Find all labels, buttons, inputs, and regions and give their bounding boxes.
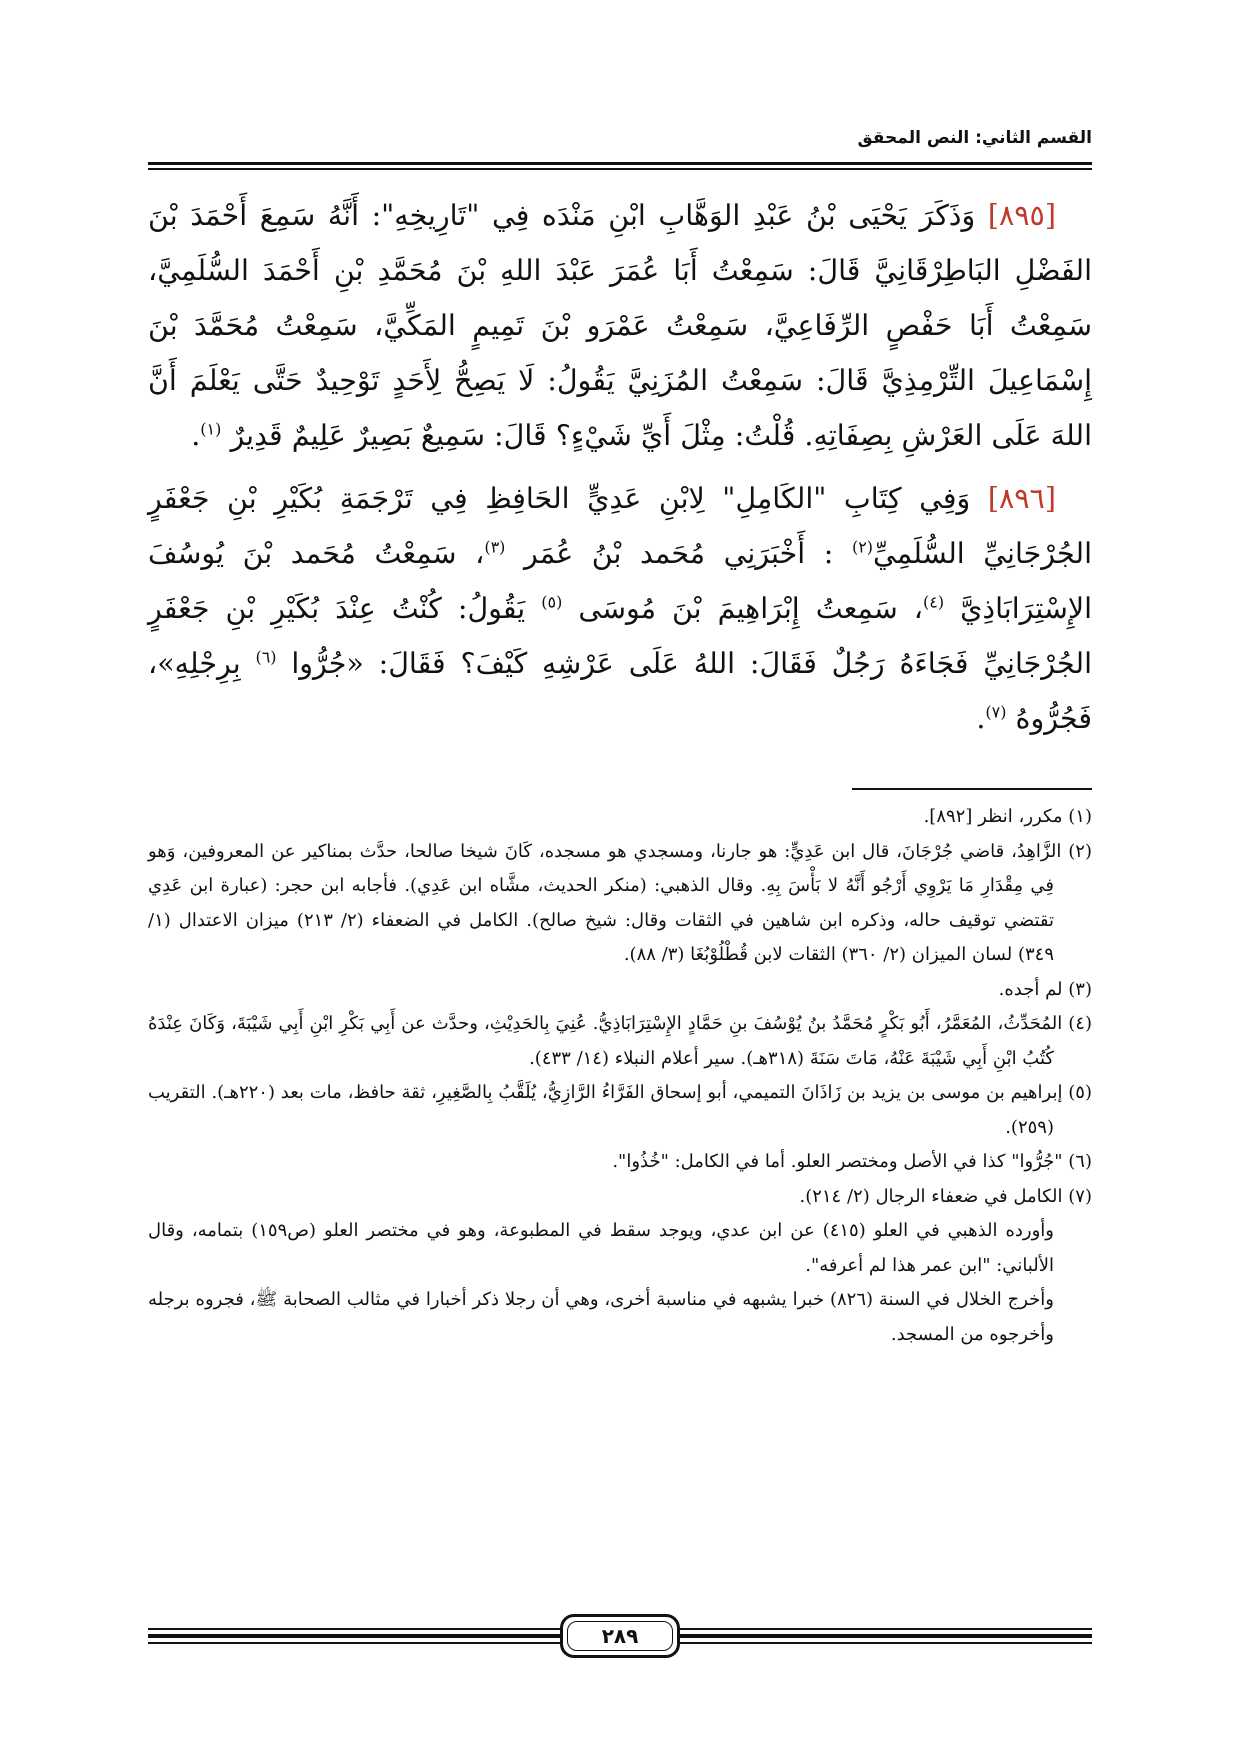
footnote-continuation: وأورده الذهبي في العلو (٤١٥) عن ابن عدي، ويوجد سقط في المطبوعة، وهو في مختصر العلو (ص١٥٩) بتمامه، وقال الألباني: "ابن عمر هذا لم أعرفه".: [148, 1220, 1054, 1276]
footnote-number: (٤): [1068, 1013, 1092, 1034]
footnote-number: (٧): [1068, 1185, 1092, 1207]
footnote-text: مكرر، انظر [٨٩٢].: [923, 806, 1069, 827]
footnote-1: [148, 800, 1092, 835]
footnote-number: (٥): [1068, 1082, 1092, 1103]
paragraph-end: .: [976, 702, 986, 735]
paragraph-text: بِرِجْلِهِ»، فَجُرُّوهُ: [148, 647, 1092, 735]
footnote-number: (٢): [1068, 840, 1092, 862]
paragraph-text: ، سَمِعتُ إِبْرَاهِيمَ بْنَ مُوسَى: [578, 592, 923, 625]
footer-rule: [148, 1642, 560, 1644]
header-rule-thin: [148, 168, 1092, 170]
footnote-3: [148, 973, 1092, 1008]
footnote-ref[interactable]: (٧): [985, 702, 1007, 722]
footer-rule: [148, 1634, 560, 1638]
footer-rule: [148, 1628, 560, 1630]
footnote-ref[interactable]: (١): [200, 419, 222, 439]
paragraph-text: وَذَكَرَ يَحْيَى بْنُ عَبْدِ الوَهَّابِ ابْنِ مَنْدَه فِي "تَارِيخِهِ": أَنَّهُ سَمِعَ أَحْمَدَ بْنَ الفَضْلِ البَاطِرْقَانِيَّ قَالَ: سَمِعْتُ أَبَا عُمَرَ عَبْدَ اللهِ بْنَ مُحَمَّدِ بْنِ أَحْمَدَ السُّلَمِيَّ، سَمِعْتُ أَبَا حَفْصٍ الرِّفَاعِيَّ، سَمِعْتُ عَمْرَو بْنَ تَمِيمٍ المَكِّيَّ، سَمِعْتُ مُحَمَّدَ بْنَ إِسْمَاعِيلَ التِّرْمِذِيَّ قَالَ: سَمِعْتُ المُزَنِيَّ يَقُولُ: لَا يَصِحُّ لِأَحَدٍ تَوْحِيدٌ حَتَّى يَعْلَمَ أَنَّ اللهَ عَلَى العَرْشِ بِصِفَاتِهِ. قُلْتُ: مِثْلَ أَيِّ شَيْءٍ؟ قَالَ: سَمِيعٌ بَصِيرٌ عَلِيمٌ قَدِيرٌ: [148, 199, 1092, 452]
running-header: القسم الثاني: النص المحقق: [857, 128, 1092, 148]
footnotes: [148, 800, 1092, 1352]
footnote-text: إبراهيم بن موسى بن يزيد بن زَاذَانَ التميمي، أبو إسحاق الفَرَّاءُ الرَّازِيُّ، يُلَقَّبُ بِالصَّغِيرِ، ثقة حافظ، مات بعد (٢٢٠هـ). التقريب (٢٥٩).: [148, 1082, 1069, 1138]
footnote-ref[interactable]: (٤): [923, 592, 945, 612]
footnote-number: (٦): [1068, 1151, 1092, 1172]
footnote-text: المُحَدِّثُ، المُعَمَّرُ، أَبُو بَكْرٍ مُحَمَّدُ بنُ يُوْسُفَ بنِ حَمَّادٍ الإِسْتِرَابَاذِيُّ. عُنِيَ بِالحَدِيْثِ، وحدَّث عن أَبِي بَكْرِ ابْنِ أَبِي شَيْبَةَ، وَكَانَ عِنْدَهُ كُتُبُ ابْنِ أَبِي شَيْبَةَ عَنْهُ، مَاتَ سَنَةَ (٣١٨هـ). سير أعلام النبلاء (١٤/ ٤٣٣).: [148, 1013, 1069, 1069]
footnote-2: [148, 835, 1092, 973]
paragraph-text: وَفِي كِتَابِ "الكَامِلِ" لِابْنِ عَدِيٍّ الحَافِظِ فِي تَرْجَمَةِ بُكَيْرِ بْنِ جَعْفَرٍ الجُرْجَانِيِّ السُّلَمِيِّ: [148, 482, 1093, 570]
footnote-text: الزَّاهِدُ، قاضي جُرْجَانَ، قال ابن عَدِيٍّ: هو جارنا، ومسجدي هو مسجده، كَانَ شيخا صالحا، حدَّث بمناكير عن المعروفين، وَهو فِي مِقْدَارِ مَا يَرْوِي أَرْجُو أَنَّهُ لا بَأْسَ بِهِ. وقال الذهبي: (منكر الحديث، مشَّاه ابن عَدِي). فأجابه ابن حجر: (عبارة ابن عَدِي تقتضي توقيف حاله، وذكره ابن شاهين في الثقات وقال: شيخ صالح). الكامل في الضعفاء (٢/ ٢١٣) ميزان الاعتدال (١/ ٣٤٩) لسان الميزان (٢/ ٣٦٠) الثقات لابن قُطْلُوْبُغَا (٣/ ٨٨).: [148, 840, 1069, 965]
paragraph-896: [148, 471, 1092, 746]
footnote-text: "جُرُّوا" كذا في الأصل ومختصر العلو. أما في الكامل: "خُذُوا".: [612, 1151, 1069, 1172]
paragraph-text: : أَخْبَرَنِي مُحَمد بْنُ عُمَر: [524, 537, 852, 570]
paragraph-895: [148, 188, 1092, 463]
footnote-6: [148, 1145, 1092, 1180]
paragraph-text: ، سَمِعْتُ مُحَمد بْنَ يُوسُفَ الإِسْتِرَابَاذِيَّ: [148, 537, 1093, 625]
footnote-divider: [852, 788, 1092, 790]
footnote-ref[interactable]: (٦): [255, 647, 277, 667]
footnote-ref[interactable]: (٢): [851, 537, 874, 557]
header-rule-thick: [148, 162, 1092, 165]
page-number-frame: [560, 1614, 680, 1658]
footnote-7: [148, 1180, 1092, 1215]
page-number: ٢٨٩: [567, 1621, 673, 1651]
footer-rule: [680, 1642, 1092, 1644]
paragraph-end: .: [191, 419, 201, 452]
footnote-continuation: وأخرج الخلال في السنة (٨٢٦) خبرا يشبهه في مناسبة أخرى، وهي أن رجلا ذكر أخبارا في مثالب الصحابة ﷺ، فجروه برجله وأخرجوه من المسجد.: [148, 1289, 1055, 1345]
footnote-ref[interactable]: (٥): [541, 592, 563, 612]
footer-rule: [680, 1628, 1092, 1630]
footnote-ref[interactable]: (٣): [484, 537, 506, 557]
paragraph-number: [٨٩٥]: [987, 199, 1056, 232]
footnote-number: (١): [1068, 806, 1092, 827]
footer-rule: [680, 1634, 1092, 1638]
main-text: [148, 188, 1092, 754]
footnote-4: [148, 1007, 1092, 1076]
paragraph-number: [٨٩٦]: [987, 482, 1056, 515]
footnote-text: الكامل في ضعفاء الرجال (٢/ ٢١٤).: [799, 1185, 1069, 1207]
footnote-text: لم أجده.: [998, 978, 1069, 1000]
paragraph-text: يَقُولُ: كُنْتُ عِنْدَ بُكَيْرِ بْنِ جَعْفَرٍ الجُرْجَانِيِّ فَجَاءَهُ رَجُلٌ فَقَالَ: اللهُ عَلَى عَرْشِهِ كَيْفَ؟ فَقَالَ: «جُرُّوا: [148, 592, 1093, 680]
footnote-5: [148, 1076, 1092, 1145]
footnote-number: (٣): [1068, 978, 1092, 1000]
